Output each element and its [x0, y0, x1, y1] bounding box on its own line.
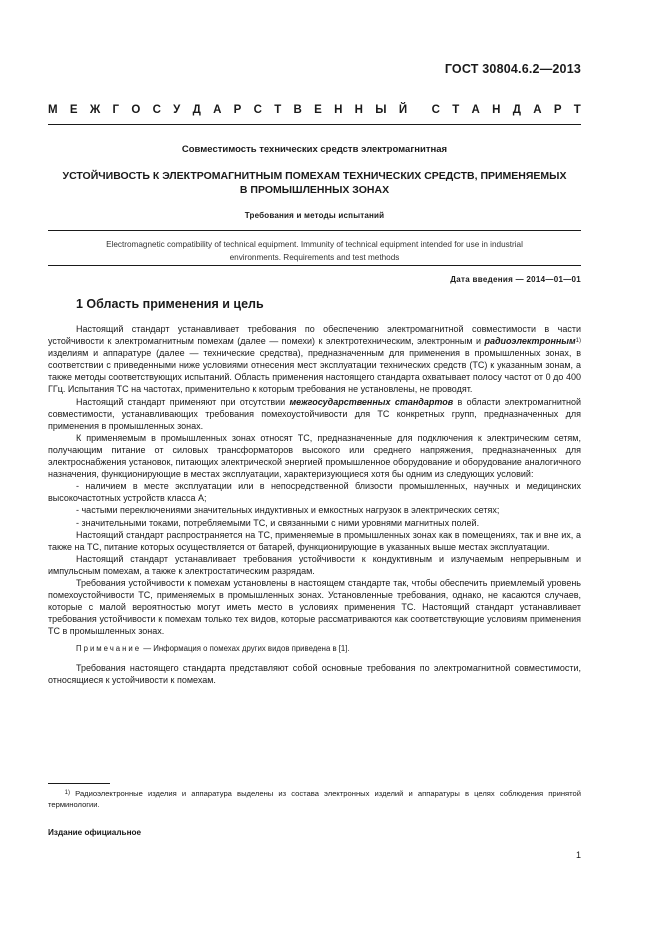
list-item-1: - наличием в месте эксплуатации или в непосредственной близости промышленных, научных и медицинских высокочастотных устройств класса А; — [48, 481, 581, 504]
note-label: Примечание — [76, 644, 142, 654]
interstate-letter: С — [431, 104, 440, 116]
interstate-letter: У — [173, 104, 181, 116]
interstate-letter: А — [213, 104, 222, 116]
page-number: 1 — [575, 850, 581, 860]
interstate-letter: В — [293, 104, 302, 116]
p1-text-a: Настоящий стандарт устанавливает требования по обеспечению электромагнитной совместимости в части устойчивости к электромагнитным помехам (далее — помехи) к электротехническим, электронным и — [48, 324, 581, 347]
list-item-3: - значительными токами, потребляемыми ТС, и связанными с ними уровнями магнитных полей. — [76, 517, 480, 528]
footnote-ref: 1) — [575, 338, 581, 345]
p1-emphasis: радиоэлектронным — [484, 336, 576, 347]
interstate-letter: Е — [69, 104, 78, 116]
interstate-letter: О — [131, 104, 141, 116]
english-title — [48, 238, 581, 264]
interstate-letter: Д — [192, 104, 201, 116]
interstate-standard-heading — [48, 104, 581, 116]
interstate-letter: Е — [314, 104, 322, 116]
interstate-letter: А — [471, 104, 480, 116]
english-rule — [48, 265, 581, 266]
note-text: — Информация о помехах других видов приведена в [1]. — [141, 644, 350, 654]
header-rule — [48, 124, 581, 125]
paragraph-1 — [48, 323, 581, 396]
footnote-mark: 1) — [64, 790, 70, 796]
interstate-letter: Т — [573, 104, 581, 116]
english-title-line-2: environments. Requirements and test methods — [229, 253, 400, 262]
standard-subtitle: Совместимость технических средств электромагнитная — [181, 144, 448, 155]
interstate-letter: Н — [354, 104, 363, 116]
interstate-letter: Р — [553, 104, 562, 116]
paragraph-3: К применяемым в промышленных зонах относят ТС, предназначенные для подключения к электрическим сетям, получающим питание от силовых трансформаторов высокого или среднего напряжения, предназначенных для электроснабжения установок, питающих электрической энергией промышленное оборудование и оборудование аналогичного назначения, функционирующие в местах эксплуатации, характеризующиеся хотя бы одним из следующих условий: — [48, 432, 581, 480]
standard-title — [48, 169, 581, 197]
interstate-letter: Ы — [375, 104, 387, 116]
interstate-letter: С — [152, 104, 161, 116]
interstate-letter: Т — [452, 104, 460, 116]
interstate-letter: Д — [512, 104, 521, 116]
paragraph-5: Настоящий стандарт устанавливает требования устойчивости к кондуктивным и излучаемым непрерывным и импульсным помехам, а также к электростатическим разрядам. — [48, 553, 581, 576]
interstate-letter: С — [253, 104, 262, 116]
footnote-text: Радиоэлектронные изделия и аппаратура выделены из состава электронных изделий и аппаратуры в целях соблюдения принятой терминологии. — [48, 789, 581, 809]
interstate-letter: М — [48, 104, 58, 116]
gost-number: ГОСТ 30804.6.2—2013 — [444, 62, 581, 76]
title-line-1: УСТОЙЧИВОСТЬ К ЭЛЕКТРОМАГНИТНЫМ ПОМЕХАМ ТЕХНИЧЕСКИХ СРЕДСТВ, ПРИМЕНЯЕМЫХ — [62, 170, 567, 182]
english-title-line-1: Electromagnetic compatibility of technical equipment. Immunity of technical equipment intended for use in industrial — [106, 240, 523, 249]
interstate-letter: Г — [112, 104, 120, 116]
interstate-letter: Ж — [89, 104, 101, 116]
paragraph-4: Настоящий стандарт распространяется на ТС, применяемые в промышленных зонах как в помещениях, так и вне их, а также на ТС, питание которых осуществляется от батарей, функционирующие в указанных выше местах эксплуатации. — [48, 529, 581, 552]
interstate-letter: Й — [398, 104, 408, 116]
interstate-letter: Т — [274, 104, 282, 116]
interstate-letter: Н — [334, 104, 343, 116]
interstate-letter: А — [533, 104, 542, 116]
footnote — [48, 788, 581, 810]
requirements-subtitle: Требования и методы испытаний — [244, 211, 385, 220]
p2-text-b: в области электромагнитной совместимости, устанавливающих требования помехоустойчивости для ТС конкретных групп, предназначенных для применения в промышленных зонах. — [48, 396, 581, 431]
title-line-2: В ПРОМЫШЛЕННЫХ ЗОНАХ — [239, 184, 390, 196]
introduction-date: Дата введения — 2014—01—01 — [450, 275, 581, 284]
footnote-rule — [48, 783, 110, 784]
paragraph-2 — [48, 396, 581, 432]
footnote-mark-wrap — [48, 788, 70, 799]
p2-text-a: Настоящий стандарт применяют при отсутствии — [76, 396, 290, 407]
paragraph-7: Требования настоящего стандарта представляют собой основные требования по электромагнитной совместимости, относящиеся к устойчивости к помехам. — [48, 662, 581, 685]
section-body — [48, 323, 581, 686]
paragraph-6: Требования устойчивости к помехам установлены в настоящем стандарте так, чтобы обеспечить приемлемый уровень помехоустойчивости ТС, применяемых в промышленных зонах. Установленные требования, однако, не касаются случаев, которые с малой вероятностью могут иметь место в условиях применения ТС. Настоящий стандарт устанавливает требования устойчивости к помехам только тех видов, которые рассматриваются как соответствующие условиям применения ТС в промышленных зонах. — [48, 577, 581, 637]
p1-text-b: изделиям и аппаратуре (далее — технические средства), предназначенным для применения в промышленных зонах, в соответствии с приведенными ниже условиями отнесения мест эксплуатации технических средств (ТС) к указанным зонам, а также методы соответствующих испытаний. Область применения настоящего стандарта охватывает полосу частот от 0 до 400 ГГц. Испытания ТС на частотах, применительно к которым требования не установлены, не проводят. — [48, 348, 581, 395]
interstate-letter: Н — [492, 104, 501, 116]
interstate-letter: Р — [233, 104, 242, 116]
title-rule — [48, 230, 581, 231]
p2-emphasis: межгосударственных стандартов — [289, 396, 454, 407]
edition-label: Издание официальное — [48, 828, 142, 837]
section-heading: 1 Область применения и цель — [76, 297, 264, 311]
list-item-2: - частыми переключениями значительных индуктивных и емкостных нагрузок в электрических сетях; — [76, 505, 500, 516]
note — [48, 643, 581, 655]
